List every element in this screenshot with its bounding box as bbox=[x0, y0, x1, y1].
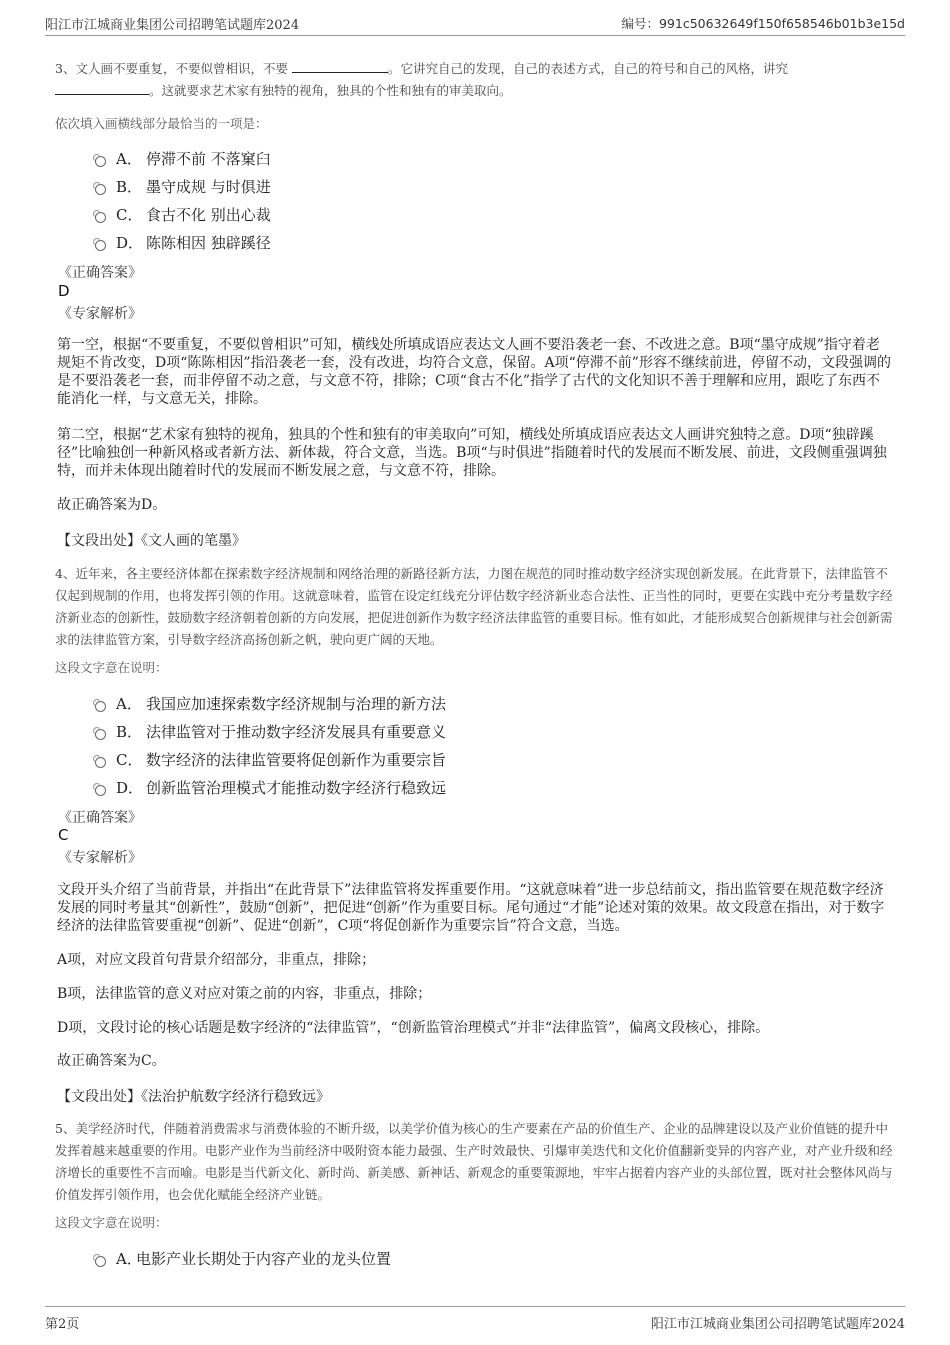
option-text: 法律监管对于推动数字经济发展具有重要意义 bbox=[146, 722, 447, 741]
header-divider bbox=[45, 35, 905, 36]
q3-analysis-2: 第二空，根据“艺术家有独特的视角，独具的个性和独有的审美取向”可知，横线处所填成语应表达文人画讲究独特之意。D项“独辟蹊径”比喻独创一种新风格或者新方法、新体裁，符合文意，当选。B项“与时俱进”指随着时代的发展而不断发展、前进，文段侧重强调独特，而并未体现出随着时代的发展而不断发展之意，与文意不符，排除。 bbox=[57, 427, 887, 479]
q5-option-a[interactable] bbox=[95, 1247, 391, 1269]
q3-text-part1: 3、文人画不要重复，不要似曾相识，不要 bbox=[55, 61, 288, 76]
q4-option-b[interactable] bbox=[95, 720, 446, 742]
option-text: 墨守成规 与时俱进 bbox=[146, 177, 271, 196]
q3-option-c[interactable] bbox=[95, 203, 271, 225]
q4-analysis-label: 《专家解析》 bbox=[58, 850, 142, 866]
option-letter: C． bbox=[116, 750, 143, 769]
option-letter: A． bbox=[116, 149, 142, 168]
q4-source: 【文段出处】《法治护航数字经济行稳致远》 bbox=[57, 1089, 330, 1105]
question-4-text: 4、近年来，各主要经济体都在探索数字经济规制和网络治理的新路径新方法，力图在规范的同时推动数字经济实现创新发展。在此背景下，法律监管不仅起到规制的作用，也将发挥引领的作用。这就意味着，监管在设定红线充分评估数字经济新业态合法性、正当性的同时，更要在实践中充分考量数字经济新业态的创新性，鼓励数字经济朝着创新的方向发展，把促进创新作为数字经济法律监管的重要目标。惟有如此，才能形成契合创新规律与社会创新需求的法律监管方案，引导数字经济高扬创新之帆，驶向更广阔的天地。 bbox=[55, 566, 893, 647]
q5-prompt: 这段文字意在说明： bbox=[55, 1215, 168, 1230]
q3-blank-1 bbox=[292, 60, 388, 73]
option-text: 我国应加速探索数字经济规制与治理的新方法 bbox=[146, 694, 447, 713]
q3-blank-2 bbox=[55, 82, 149, 95]
q4-analysis-2: A项，对应文段首句背景介绍部分，非重点，排除； bbox=[57, 952, 376, 968]
option-text: 陈陈相因 独辟蹊径 bbox=[146, 233, 271, 252]
q4-option-a[interactable] bbox=[95, 692, 446, 714]
q3-option-a[interactable] bbox=[95, 147, 271, 169]
question-3-text bbox=[55, 58, 895, 102]
q3-prompt: 依次填入画横线部分最恰当的一项是： bbox=[55, 116, 268, 131]
q4-option-c[interactable] bbox=[95, 748, 446, 770]
footer-divider bbox=[45, 1306, 905, 1307]
radio-icon[interactable] bbox=[95, 184, 106, 195]
q3-text-part2: 。它讲究自己的发现，自己的表述方式，自己的符号和自己的风格，讲究 bbox=[387, 61, 788, 76]
option-text: 数字经济的法律监管要将促创新作为重要宗旨 bbox=[146, 750, 447, 769]
option-letter: D． bbox=[116, 778, 144, 797]
option-text: 电影产业长期处于内容产业的龙头位置 bbox=[136, 1249, 392, 1268]
footer-title: 阳江市江城商业集团公司招聘笔试题库2024 bbox=[650, 1317, 905, 1332]
option-letter: A． bbox=[116, 1249, 142, 1268]
option-letter: B． bbox=[116, 177, 143, 196]
header-title: 阳江市江城商业集团公司招聘笔试题库2024 bbox=[45, 18, 300, 33]
q4-analysis-5: 故正确答案为C。 bbox=[57, 1053, 166, 1069]
q3-option-d[interactable] bbox=[95, 231, 271, 253]
q4-analysis-1: 文段开头介绍了当前背景，并指出“在此背景下”法律监管将发挥重要作用。“这就意味着”进一步总结前文，指出监管要在规范数字经济发展的同时考量其“创新性”，鼓励“创新”，把促进“创新”作为重要目标。尾句通过“才能”论述对策的效果。故文段意在指出，对于数字经济的法律监管要重视“创新”、促进“创新”，C项“将促创新作为重要宗旨”符合文意，当选。 bbox=[57, 882, 885, 934]
q3-analysis-1: 第一空，根据“不要重复，不要似曾相识”可知，横线处所填成语应表达文人画不要沿袭老一套、不改进之意。B项“墨守成规”指守着老规矩不肯改变，D项“陈陈相因”指沿袭老一套，没有改进，均符合文意，保留。A项“停滞不前”形容不继续前进，停留不动，文段强调的是不要沿袭老一套，而非停留不动之意，与文意不符，排除；C项“食古不化”指学了古代的文化知识不善于理解和应用，跟吃了东西不能消化一样，与文意无关，排除。 bbox=[57, 337, 891, 407]
q4-answer: C bbox=[58, 826, 69, 844]
q4-option-d[interactable] bbox=[95, 776, 446, 798]
q3-analysis-label: 《专家解析》 bbox=[58, 306, 142, 322]
option-letter: A． bbox=[116, 694, 142, 713]
q3-answer: D bbox=[58, 282, 70, 300]
q3-answer-label: 《正确答案》 bbox=[58, 265, 142, 281]
option-text: 停滞不前 不落窠臼 bbox=[146, 149, 271, 168]
option-letter: D． bbox=[116, 233, 144, 252]
q3-source: 【文段出处】《文人画的笔墨》 bbox=[57, 533, 246, 549]
q3-text-part3: 。这就要求艺术家有独特的视角，独具的个性和独有的审美取向。 bbox=[149, 83, 512, 98]
option-letter: C． bbox=[116, 205, 143, 224]
radio-icon[interactable] bbox=[95, 785, 106, 796]
radio-icon[interactable] bbox=[95, 156, 106, 167]
radio-icon[interactable] bbox=[95, 240, 106, 251]
option-letter: B． bbox=[116, 722, 143, 741]
option-text: 创新监管治理模式才能推动数字经济行稳致远 bbox=[146, 778, 447, 797]
page-number: 第2页 bbox=[45, 1317, 80, 1332]
q4-analysis-4: D项，文段讨论的核心话题是数字经济的“法律监管”，“创新监管治理模式”并非“法律监管”，偏离文段核心，排除。 bbox=[57, 1020, 770, 1036]
q3-option-b[interactable] bbox=[95, 175, 271, 197]
radio-icon[interactable] bbox=[95, 701, 106, 712]
radio-icon[interactable] bbox=[95, 1256, 106, 1267]
q4-analysis-3: B项，法律监管的意义对应对策之前的内容，非重点，排除； bbox=[57, 986, 432, 1002]
radio-icon[interactable] bbox=[95, 212, 106, 223]
header-doc-id: 编号：991c50632649f150f658546b01b3e15d bbox=[621, 16, 905, 31]
q4-prompt: 这段文字意在说明： bbox=[55, 660, 168, 675]
option-text: 食古不化 别出心裁 bbox=[146, 205, 271, 224]
question-5-text: 5、美学经济时代，伴随着消费需求与消费体验的不断升级，以美学价值为核心的生产要素在产品的价值生产、企业的品牌建设以及产业价值链的提升中发挥着越来越重要的作用。电影产业作为当前经济中吸附资本能力最强、生产时效最快、引爆审美迭代和文化价值翻新变异的内容产业，对产业升级和经济增长的重要性不言而喻。电影是当代新文化、新时尚、新美感、新神话、新观念的重要策源地，牢牢占据着内容产业的头部位置，既对社会整体风尚与价值发挥引领作用，也会优化赋能全经济产业链。 bbox=[55, 1121, 893, 1202]
radio-icon[interactable] bbox=[95, 757, 106, 768]
q4-answer-label: 《正确答案》 bbox=[58, 810, 142, 826]
radio-icon[interactable] bbox=[95, 729, 106, 740]
q3-analysis-3: 故正确答案为D。 bbox=[57, 497, 167, 513]
